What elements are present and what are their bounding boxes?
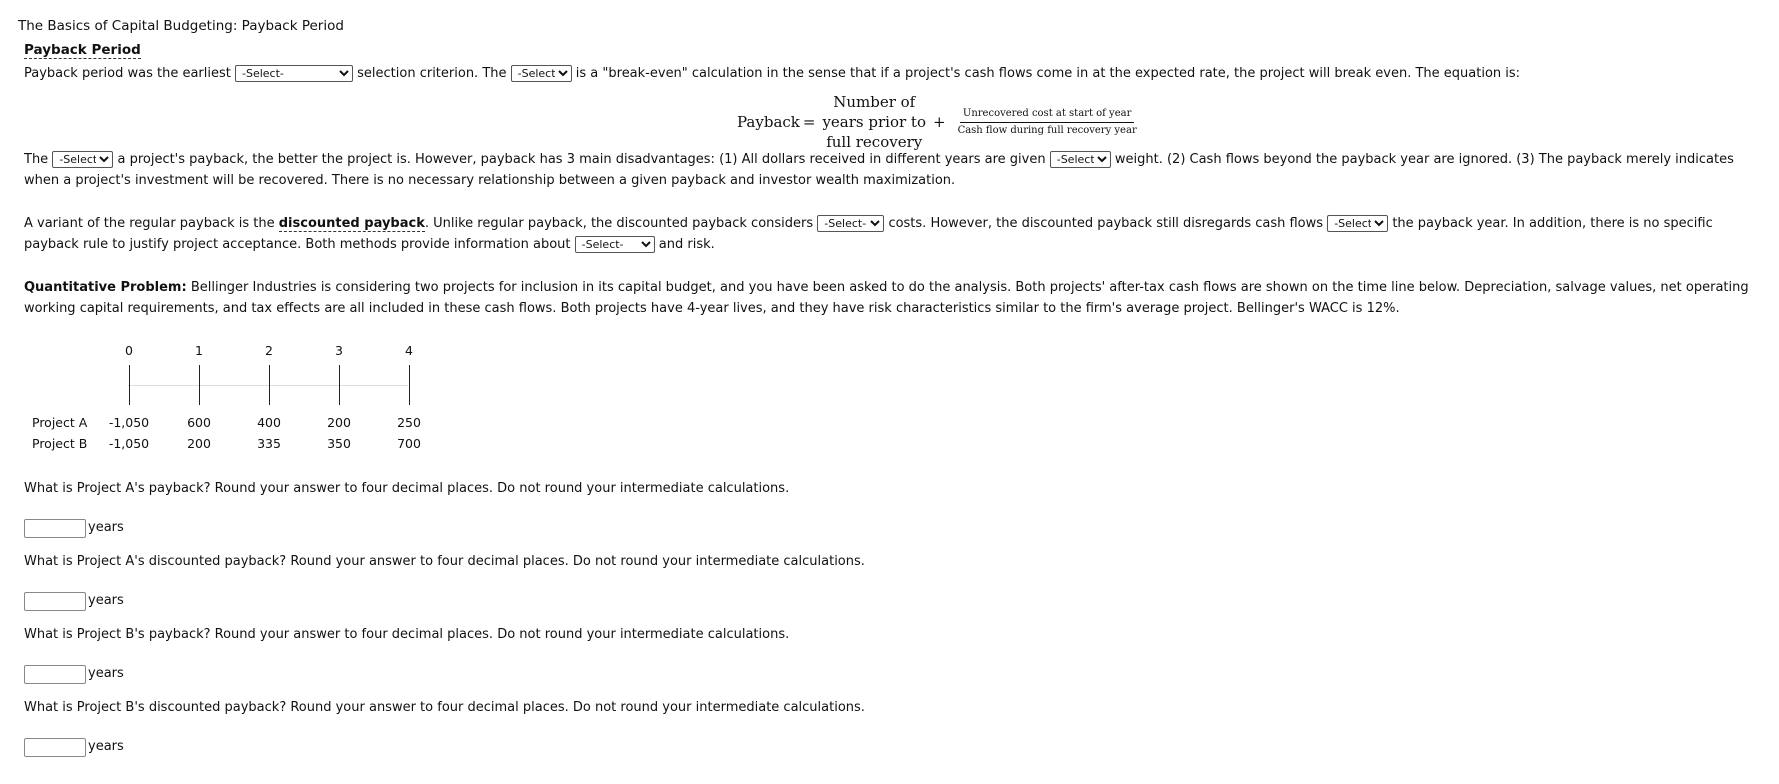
content xyxy=(24,42,1759,754)
equation-stack-line: Number of xyxy=(833,93,916,111)
project-name: Project A xyxy=(32,415,88,430)
disadvantages-text-1: The xyxy=(24,152,49,167)
cash-flow-value: -1,050 xyxy=(108,415,150,430)
intro-text-1: Payback period was the earliest xyxy=(24,66,231,81)
select-shorter-longer[interactable] xyxy=(52,151,113,168)
select-weight[interactable] xyxy=(1050,151,1111,168)
timeline-tick xyxy=(409,365,410,405)
disadvantages-text-2: a project's payback, the better the project is. However, payback has 3 main disadvantages: (1) All dollars received in different years are given xyxy=(117,152,1046,167)
answer-input-b-discounted[interactable] xyxy=(24,738,86,757)
quantitative-problem-text: Bellinger Industries is considering two projects for inclusion in its capital budget, and you have been asked to do the analysis. Both projects' after-tax cash flows are shown on the time line below. Depreciation, salvage values, net operating working capital requirements, and tax effects are all included in these cash flows. Both projects have 4-year lives, and they have risk characteristics similar to the firm's average project. Bellinger's WACC is 12%. xyxy=(24,280,1749,316)
discounted-payback-term[interactable]: discounted payback xyxy=(278,216,425,231)
answer-input-a-discounted[interactable] xyxy=(24,592,86,611)
question-a-payback: What is Project A's payback? Round your answer to four decimal places. Do not round your intermediate calculations. xyxy=(24,481,790,496)
cash-flow-value: 250 xyxy=(397,415,421,430)
timeline-row-project-a xyxy=(24,415,444,435)
question-a-discounted-payback: What is Project A's discounted payback? Round your answer to four decimal places. Do not round your intermediate calculations. xyxy=(24,554,865,569)
quantitative-problem-paragraph xyxy=(24,277,1759,319)
question-b-payback: What is Project B's payback? Round your answer to four decimal places. Do not round your intermediate calculations. xyxy=(24,627,790,642)
discounted-text-2: . Unlike regular payback, the discounted payback considers xyxy=(424,216,814,231)
discounted-paragraph xyxy=(24,213,1759,255)
equation-years-stack xyxy=(822,92,926,152)
cash-flow-value: 335 xyxy=(257,436,281,451)
select-liquidity[interactable] xyxy=(575,236,655,253)
payback-equation xyxy=(737,94,1140,150)
answer-input-a-payback[interactable] xyxy=(24,519,86,538)
cash-flow-value: 700 xyxy=(397,436,421,451)
timeline-year-label: 2 xyxy=(265,343,273,358)
cash-flow-value: -1,050 xyxy=(108,436,150,451)
cash-flow-value: 350 xyxy=(327,436,351,451)
fraction-denominator: Cash flow during full recovery year xyxy=(957,124,1137,136)
select-payback-type[interactable] xyxy=(511,65,572,82)
cash-flow-value: 200 xyxy=(187,436,211,451)
select-capital-costs[interactable] xyxy=(817,215,884,232)
timeline-year-label: 1 xyxy=(195,343,203,358)
disadvantages-text-3: weight. (2) Cash flows beyond the payback year are ignored. (3) The payback merely indicates when a project's investment will be recovered. There is no necessary relationship between a given payback and investor wealth maximization. xyxy=(24,152,1734,188)
timeline-axis xyxy=(128,385,408,386)
page-title: The Basics of Capital Budgeting: Payback Period xyxy=(18,18,344,34)
select-criterion-age[interactable] xyxy=(235,65,353,82)
equation-plus: + xyxy=(932,113,946,131)
intro-text-2: selection criterion. The xyxy=(357,66,507,81)
project-name: Project B xyxy=(32,436,88,451)
answer-unit: years xyxy=(88,593,124,608)
answer-unit: years xyxy=(88,739,124,754)
discounted-text-5: and risk. xyxy=(658,237,715,252)
select-beyond[interactable] xyxy=(1327,215,1388,232)
cash-flow-timeline xyxy=(24,343,444,453)
answer-input-b-payback[interactable] xyxy=(24,665,86,684)
timeline-tick xyxy=(199,365,200,405)
timeline-row-project-b xyxy=(24,436,444,456)
timeline-tick xyxy=(339,365,340,405)
equation-equals: = xyxy=(802,113,816,131)
discounted-text-4: the payback year. In addition, there is no specific payback rule to justify project acceptance. Both methods provide information about xyxy=(24,216,1713,252)
discounted-text-1: A variant of the regular payback is the xyxy=(24,216,275,231)
timeline-year-label: 4 xyxy=(405,343,413,358)
intro-text-3: is a "break-even" calculation in the sense that if a project's cash flows come in at the expected rate, the project will break even. The equation is: xyxy=(575,66,1521,81)
cash-flow-value: 600 xyxy=(187,415,211,430)
disadvantages-paragraph xyxy=(24,149,1759,191)
answer-unit: years xyxy=(88,520,124,535)
answer-unit: years xyxy=(88,666,124,681)
question-b-discounted-payback: What is Project B's discounted payback? Round your answer to four decimal places. Do not round your intermediate calculations. xyxy=(24,700,865,715)
quantitative-problem-label: Quantitative Problem: xyxy=(24,280,187,295)
cash-flow-value: 200 xyxy=(327,415,351,430)
section-title: Payback Period xyxy=(24,42,141,58)
cash-flow-value: 400 xyxy=(257,415,281,430)
fraction-numerator: Unrecovered cost at start of year xyxy=(960,108,1134,123)
equation-stack-line: full recovery xyxy=(826,133,923,151)
equation-fraction xyxy=(955,108,1140,137)
equation-lhs: Payback xyxy=(737,113,800,131)
equation-stack-line: years prior to xyxy=(822,113,926,131)
discounted-text-3: costs. However, the discounted payback still disregards cash flows xyxy=(888,216,1324,231)
timeline-year-label: 3 xyxy=(335,343,343,358)
timeline-tick xyxy=(129,365,130,405)
timeline-tick xyxy=(269,365,270,405)
intro-paragraph xyxy=(24,63,1759,84)
timeline-year-label: 0 xyxy=(125,343,133,358)
